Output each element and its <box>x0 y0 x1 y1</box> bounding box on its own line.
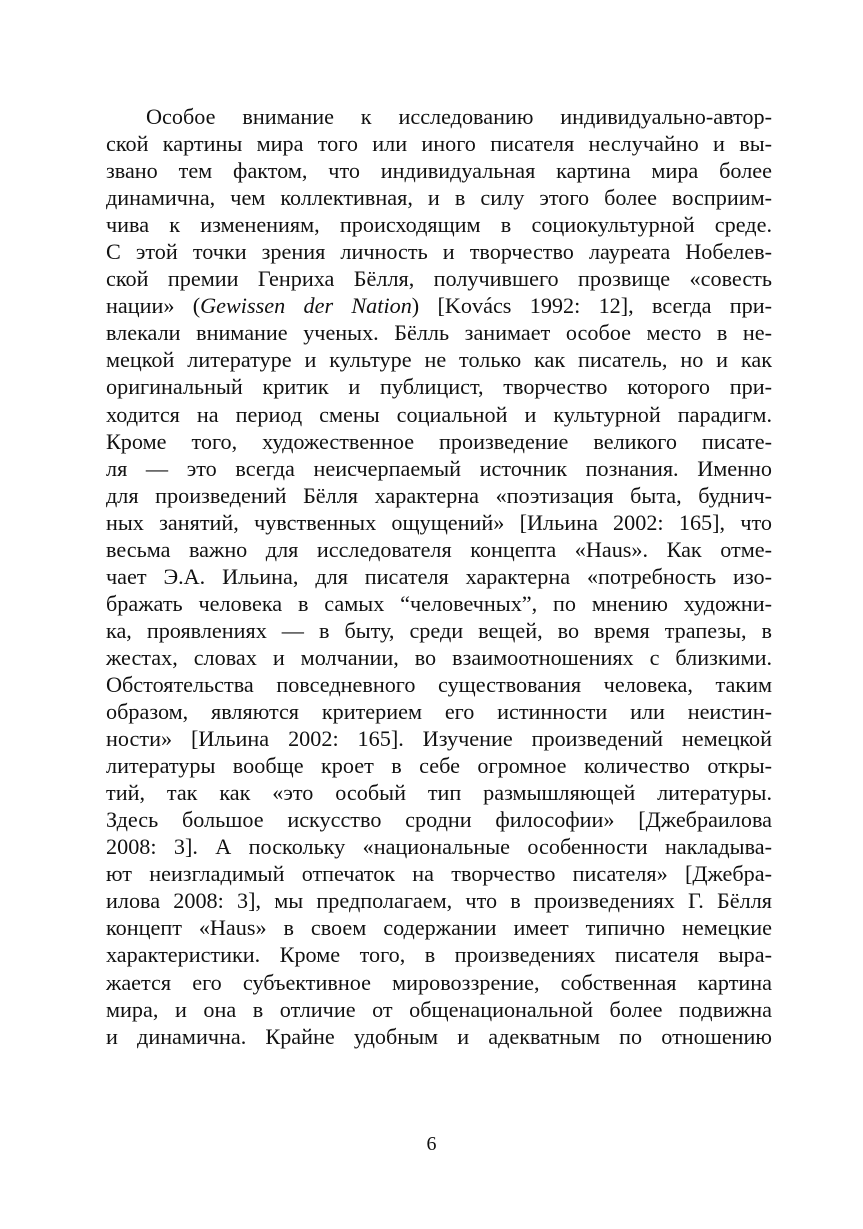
text-line: ка, проявлениях — в быту, среди вещей, во время трапезы, в <box>106 617 772 643</box>
text-line: чива к изменениям, происходящим в социокультурной среде. <box>106 212 772 238</box>
text-line: С этой точки зрения личность и творчество лауреата Нобелев- <box>106 239 772 265</box>
text-line: литературы вообще кроет в себе огромное количество откры- <box>106 753 772 779</box>
text-line: чает Э.А. Ильина, для писателя характерна «потребность изо- <box>106 563 772 589</box>
text-line: жается его субъективное мировоззрение, собственная картина <box>106 969 772 995</box>
text-line: ской картины мира того или иного писателя неслучайно и вы- <box>106 131 772 157</box>
text-line: оригинальный критик и публицист, творчество которого при- <box>106 374 772 400</box>
text-line: мира, и она в отличие от общенациональной более подвижна <box>106 996 772 1022</box>
text-line: для произведений Бёлля характерна «поэтизация быта, буднич- <box>106 482 772 508</box>
text-line: влекали внимание ученых. Бёлль занимает особое место в не- <box>106 320 772 346</box>
text-line: ходится на период смены социальной и культурной парадигм. <box>106 401 772 427</box>
text-line: илова 2008: 3], мы предполагаем, что в произведениях Г. Бёлля <box>106 888 772 914</box>
page-number: 6 <box>426 1133 437 1155</box>
text-line: характеристики. Кроме того, в произведениях писателя выра- <box>106 942 772 968</box>
text-line: бражать человека в самых “человечных”, по мнению художни- <box>106 590 772 616</box>
text-line: 2008: 3]. А поскольку «национальные особенности накладыва- <box>106 834 772 860</box>
text-line: образом, являются критерием его истинности или неистин- <box>106 699 772 725</box>
text-line: звано тем фактом, что индивидуальная картина мира более <box>106 158 772 184</box>
text-line-with-italic <box>106 292 772 319</box>
text-line: ют неизгладимый отпечаток на творчество писателя» [Джебра- <box>106 861 772 887</box>
text-line: тий, так как «это особый тип размышляющей литературы. <box>106 780 772 806</box>
text-line: ской премии Генриха Бёлля, получившего прозвище «совесть <box>106 266 772 292</box>
text-line: жестах, словах и молчании, во взаимоотношениях с близкими. <box>106 644 772 670</box>
text-line: Кроме того, художественное произведение великого писате- <box>106 428 772 454</box>
text-run: нации» ( <box>106 293 201 319</box>
text-line: мецкой литературе и культуре не только как писатель, но и как <box>106 347 772 373</box>
text-line: Особое внимание к исследованию индивидуально-автор- <box>146 104 772 129</box>
text-line: ности» [Ильина 2002: 165]. Изучение произведений немецкой <box>106 726 772 752</box>
text-line: и динамична. Крайне удобным и адекватным по отношению <box>106 1023 772 1049</box>
body-paragraph <box>106 103 772 1050</box>
text-line: ля — это всегда неисчерпаемый источник познания. Именно <box>106 455 772 481</box>
italic-phrase: Gewissen der Nation <box>200 293 412 319</box>
text-line: весьма важно для исследователя концепта «Haus». Как отме- <box>106 536 772 562</box>
text-line: Здесь большое искусство сродни философии» [Джебраилова <box>106 807 772 833</box>
text-line: динамична, чем коллективная, и в силу этого более восприим- <box>106 185 772 211</box>
text-line: ных занятий, чувственных ощущений» [Ильина 2002: 165], что <box>106 509 772 535</box>
text-line: Обстоятельства повседневного существования человека, таким <box>106 671 772 697</box>
text-line: концепт «Haus» в своем содержании имеет типично немецкие <box>106 915 772 941</box>
text-run: ) [Kovács 1992: 12], всегда при- <box>411 293 773 319</box>
